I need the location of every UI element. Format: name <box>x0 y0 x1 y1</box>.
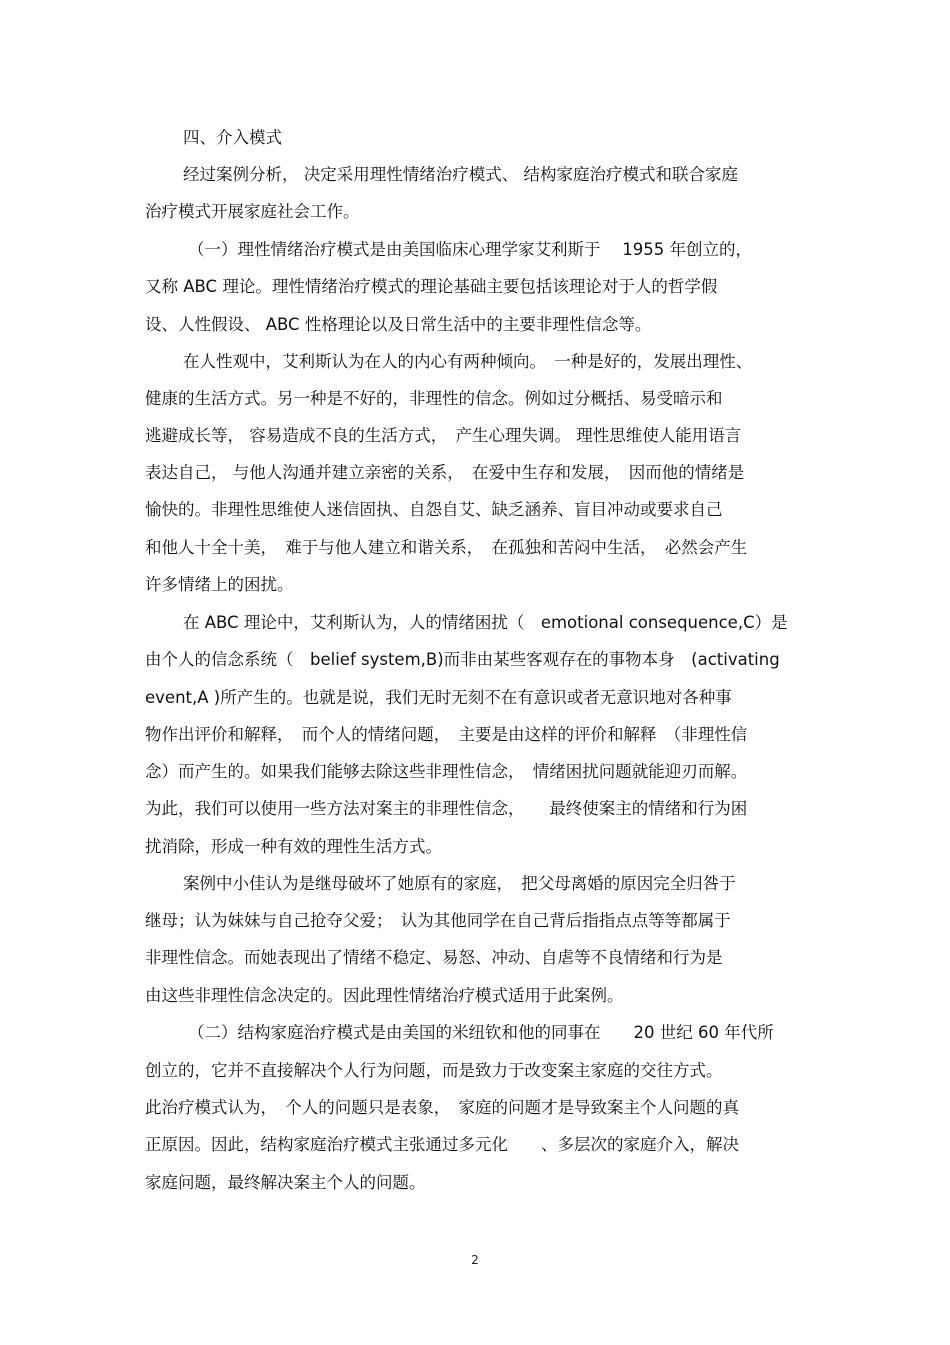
paragraph-line: 逃避成长等， 容易造成不良的生活方式， 产生心理失调。 理性思维使人能用语言 <box>145 426 742 445</box>
paragraph-line: 念）而产生的。如果我们能够去除这些非理性信念， 情绪困扰问题就能迎刃而解。 <box>145 762 748 781</box>
section-heading: 四、介入模式 <box>183 128 282 147</box>
paragraph-line: 物作出评价和解释， 而个人的情绪问题， 主要是由这样的评价和解释 （非理性信 <box>145 725 748 744</box>
paragraph-line: 治疗模式开展家庭社会工作。 <box>145 202 360 221</box>
paragraph-line: 由这些非理性信念决定的。因此理性情绪治疗模式适用于此案例。 <box>145 986 624 1005</box>
paragraph-line: 正原因。因此，结构家庭治疗模式主张通过多元化 、多层次的家庭介入，解决 <box>145 1135 739 1154</box>
paragraph-line: 经过案例分析， 决定采用理性情绪治疗模式、 结构家庭治疗模式和联合家庭 <box>183 165 738 184</box>
paragraph-line: 又称 ABC 理论。理性情绪治疗模式的理论基础主要包括该理论对于人的哲学假 <box>145 277 718 296</box>
paragraph-line: （一）理性情绪治疗模式是由美国临床心理学家艾利斯于 1955 年创立的， <box>188 240 752 259</box>
paragraph-line: 案例中小佳认为是继母破坏了她原有的家庭， 把父母离婚的原因完全归咎于 <box>183 874 736 893</box>
page-number: 2 <box>471 1253 479 1267</box>
paragraph-line: 由个人的信念系统（ belief system,B)而非由某些客观存在的事物本身 (activating <box>145 650 780 669</box>
paragraph-line: 继母；认为妹妹与自己抢夺父爱； 认为其他同学在自己背后指指点点等等都属于 <box>145 911 731 930</box>
paragraph-line: 表达自己， 与他人沟通并建立亲密的关系， 在爱中生存和发展， 因而他的情绪是 <box>145 463 745 482</box>
paragraph-line: （二）结构家庭治疗模式是由美国的米纽钦和他的同事在 20 世纪 60 年代所 <box>188 1023 774 1042</box>
paragraph-line: 为此，我们可以使用一些方法对案主的非理性信念， 最终使案主的情绪和行为困 <box>145 799 748 818</box>
paragraph-line: 许多情绪上的困扰。 <box>145 575 294 594</box>
paragraph-line: 愉快的。非理性思维使人迷信固执、自怨自艾、缺乏涵养、盲目冲动或要求自己 <box>145 500 723 519</box>
paragraph-line: 创立的，它并不直接解决个人行为问题，而是致力于改变案主家庭的交往方式。 <box>145 1061 723 1080</box>
paragraph-line: 在人性观中，艾利斯认为在人的内心有两种倾向。 一种是好的，发展出理性、 <box>183 352 753 371</box>
paragraph-line: 在 ABC 理论中，艾利斯认为，人的情绪困扰（ emotional consequence,C）是 <box>183 613 788 632</box>
paragraph-line: 此治疗模式认为， 个人的问题只是表象， 家庭的问题才是导致案主个人问题的真 <box>145 1098 739 1117</box>
paragraph-line: 健康的生活方式。另一种是不好的，非理性的信念。例如过分概括、易受暗示和 <box>145 389 723 408</box>
paragraph-line: 扰消除，形成一种有效的理性生活方式。 <box>145 837 442 856</box>
paragraph-line: event,A )所产生的。也就是说，我们无时无刻不在有意识或者无意识地对各种事 <box>145 688 732 707</box>
paragraph-line: 非理性信念。而她表现出了情绪不稳定、易怒、冲动、自虐等不良情绪和行为是 <box>145 948 723 967</box>
paragraph-line: 和他人十全十美， 难于与他人建立和谐关系， 在孤独和苦闷中生活， 必然会产生 <box>145 538 748 557</box>
paragraph-line: 家庭问题，最终解决案主个人的问题。 <box>145 1173 426 1192</box>
paragraph-line: 设、人性假设、 ABC 性格理论以及日常生活中的主要非理性信念等。 <box>145 315 652 334</box>
